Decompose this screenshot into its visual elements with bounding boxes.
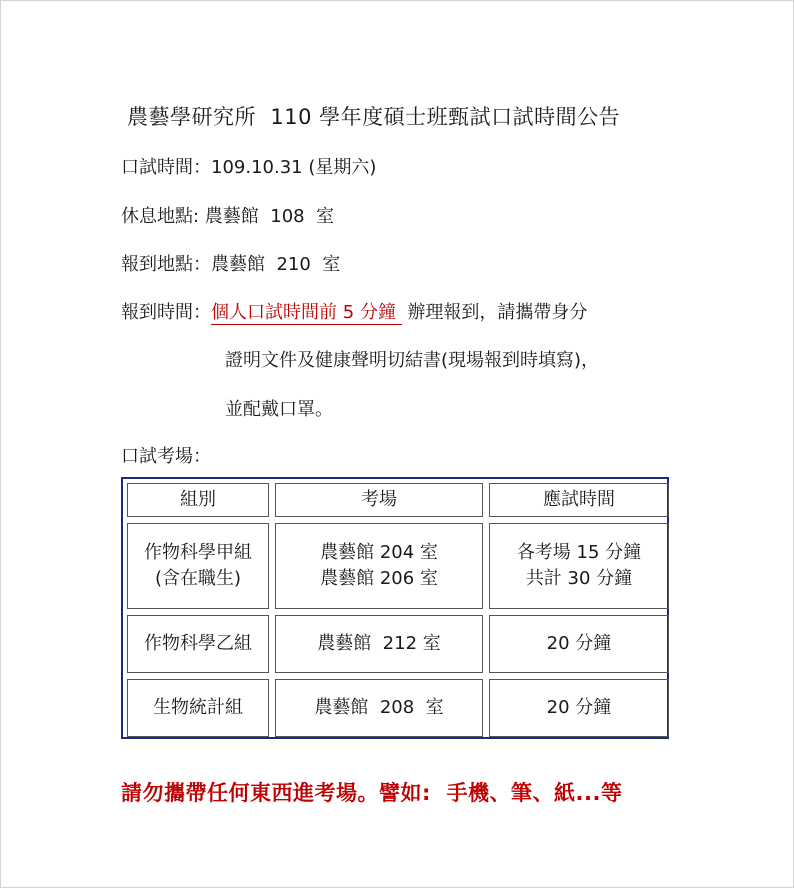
report-time-line3: 並配戴口罩。 [225,399,333,420]
report-time-label: 報到時間： [121,302,211,323]
row1-time: 各考場 15 分鐘 共計 30 分鐘 [489,523,669,609]
row2-room: 農藝館 212 室 [275,615,483,673]
header-group: 組別 [127,483,269,517]
warning-notice: 請勿攜帶任何東西進考場。譬如: 手機、筆、紙...等 [121,781,623,805]
row2-group: 作物科學乙組 [127,615,269,673]
exam-time-line [121,153,376,179]
report-time-line2: 證明文件及健康聲明切結書(現場報到時填寫)， [225,350,600,371]
row3-group: 生物統計組 [127,679,269,737]
report-place-value: 農藝館 210 室 [211,254,341,275]
header-time: 應試時間 [489,483,669,517]
report-time-highlight: 個人口試時間前 5 分鐘 [211,302,402,323]
row2-time: 20 分鐘 [489,615,669,673]
report-place-line [121,250,340,276]
row3-room: 農藝館 208 室 [275,679,483,737]
rest-place-label: 休息地點: [121,206,205,227]
exam-time-label: 口試時間： [121,157,211,178]
exam-time-value: 109.10.31 (星期六) [211,157,377,178]
row1-group: 作物科學甲組 (含在職生) [127,523,269,609]
header-room: 考場 [275,483,483,517]
row3-time: 20 分鐘 [489,679,669,737]
report-time-rest: 辦理報到，請攜帶身分 [401,302,588,323]
row1-room: 農藝館 204 室 農藝館 206 室 [275,523,483,609]
venue-label: 口試考場： [121,446,211,467]
report-place-label: 報到地點： [121,254,211,275]
rest-place-line [121,202,334,228]
exam-table [121,477,669,739]
page-title: 農藝學研究所 110 學年度碩士班甄試口試時間公告 [127,105,621,129]
rest-place-value: 農藝館 108 室 [204,206,335,227]
exam-table-grid [127,483,663,737]
report-time-line [121,298,587,324]
